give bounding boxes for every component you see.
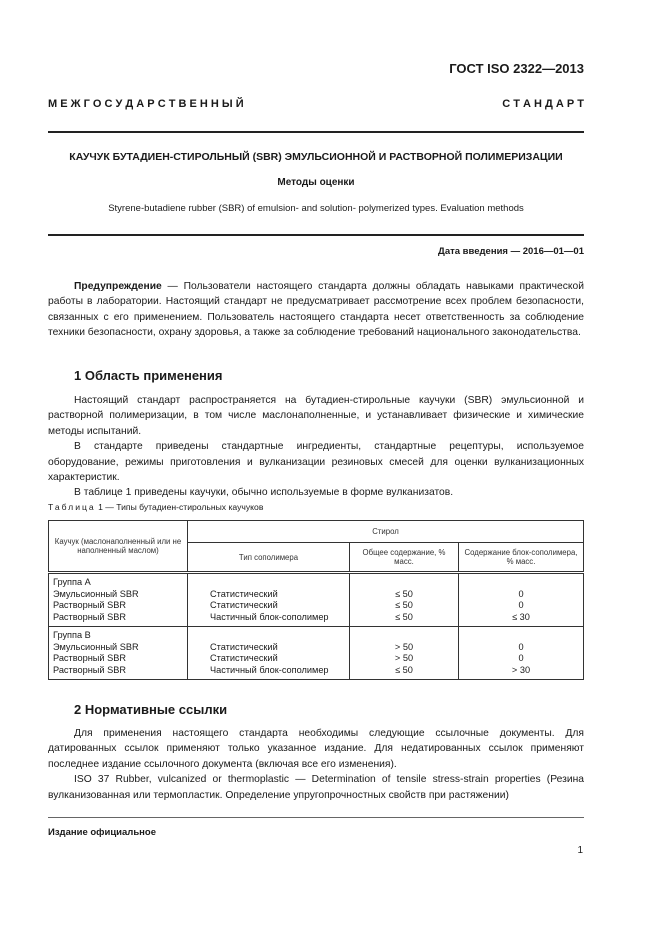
cell-line: > 50 [394, 641, 414, 652]
cell-line: ≤ 50 [395, 600, 413, 610]
table-group-row [49, 573, 584, 627]
group-name: Группа А [53, 577, 91, 587]
section-2-heading: 2 Нормативные ссылки [74, 702, 228, 717]
col-type: Тип сополимера [188, 543, 350, 573]
cell-line [463, 577, 579, 589]
page-number: 1 [577, 845, 583, 856]
standard-type-header [48, 98, 584, 110]
cell-line: ≤ 50 [395, 588, 413, 599]
cell-line [354, 630, 454, 642]
paragraph: ISO 37 Rubber, vulcanized or thermoplastic — Determination of tensile stress-strain properties (Резина вулканизованная или термопластик. Определение упругопрочностных свойств при растяжении) [48, 774, 584, 801]
section-1-body [48, 393, 584, 501]
cell-total [350, 573, 459, 627]
cell-line: Растворный SBR [53, 611, 126, 622]
paragraph: Настоящий стандарт распространяется на бутадиен-стирольные каучуки (SBR) эмульсионной и растворной полимеризации, в том числе маслонаполненные, и устанавливает физические и химические методы испытаний. [48, 395, 584, 437]
col-total: Общее содержание, % масс. [350, 543, 459, 573]
warning-text: — Пользователи настоящего стандарта должны обладать навыками практической работы в лаборатории. Настоящий стандарт не предусматривает рассмотрение всех проблем безопасности, связанных с его применением. Пользователь настоящего стандарта несет ответственность за соблюдение техники безопасности, охрану здоровья, а также за соблюдение требований национального законодательства. [48, 281, 584, 339]
standard-word: С Т А Н Д А Р Т [502, 98, 584, 110]
cell-line: Частичный блок-сополимер [210, 664, 329, 675]
cell-line: ≤ 50 [395, 664, 413, 675]
cell-type [188, 573, 350, 627]
cell-line: Статистический [210, 600, 278, 610]
cell-line: > 50 [394, 653, 414, 663]
col-rubber: Каучук (маслонаполненный или не наполненный маслом) [49, 521, 188, 573]
effective-date: Дата введения — 2016—01—01 [438, 246, 584, 257]
cell-line [354, 577, 454, 589]
table-group-row [49, 627, 584, 680]
cell-line: ≤ 30 [512, 611, 530, 622]
cell-block [459, 627, 584, 680]
sbr-types-table [48, 520, 584, 680]
paragraph: В таблице 1 приведены каучуки, обычно используемые в форме вулканизатов. [74, 487, 454, 499]
cell-line: Эмульсионный SBR [53, 588, 139, 599]
cell-line: Эмульсионный SBR [53, 641, 139, 652]
cell-line: > 30 [511, 664, 531, 675]
document-title: КАУЧУК БУТАДИЕН-СТИРОЛЬНЫЙ (SBR) ЭМУЛЬСИОННОЙ И РАСТВОРНОЙ ПОЛИМЕРИЗАЦИИ [69, 151, 563, 163]
cell-type [188, 627, 350, 680]
footer-rule [48, 817, 584, 818]
cell-line: 0 [518, 641, 524, 652]
cell-line: Растворный SBR [53, 664, 126, 675]
warning-block [48, 279, 584, 341]
paragraph: Для применения настоящего стандарта необходимы следующие ссылочные документы. Для датированных ссылок применяют только указанное издание. Для недатированных ссылок применяют последнее издание ссылочного документа (включая все его изменения). [48, 728, 584, 770]
col-block: Содержание блок-сополимера, % масс. [459, 543, 584, 573]
cell-line: ≤ 50 [395, 611, 413, 622]
document-subtitle: Методы оценки [277, 177, 355, 188]
cell-line: 0 [518, 600, 524, 610]
cell-line: Частичный блок-сополимер [210, 611, 329, 622]
cell-rubber [49, 573, 188, 627]
cell-line: Статистический [210, 588, 278, 599]
cell-block [459, 573, 584, 627]
cell-line: 0 [518, 653, 524, 663]
cell-line [210, 630, 345, 642]
group-name: Группа В [53, 630, 91, 640]
section-1-heading: 1 Область применения [74, 368, 223, 383]
cell-line: Статистический [210, 653, 278, 663]
english-title: Styrene-butadiene rubber (SBR) of emulsion- and solution- polymerized types. Evaluation methods [108, 203, 524, 214]
official-edition: Издание официальное [48, 827, 156, 838]
warning-label: Предупреждение [74, 281, 162, 292]
title-rule [48, 234, 584, 236]
cell-line [210, 577, 345, 589]
cell-line: 0 [518, 588, 524, 599]
table-caption: Таблица 1 — Типы бутадиен-стирольных каучуков [48, 502, 264, 512]
cell-total [350, 627, 459, 680]
standard-designation: ГОСТ ISO 2322—2013 [449, 61, 584, 76]
header-rule [48, 131, 584, 133]
interstate-word: М Е Ж Г О С У Д А Р С Т В Е Н Н Ы Й [48, 98, 244, 110]
cell-line: Статистический [210, 641, 278, 652]
cell-line: Растворный SBR [53, 653, 126, 663]
section-2-body [48, 726, 584, 803]
paragraph: В стандарте приведены стандартные ингредиенты, стандартные рецептуры, используемое оборудование, режимы приготовления и вулканизации резиновых смесей для оценки вулканизационных характеристик. [48, 441, 584, 484]
col-styrene: Стирол [188, 521, 584, 543]
cell-line [463, 630, 579, 642]
cell-rubber [49, 627, 188, 680]
cell-line: Растворный SBR [53, 600, 126, 610]
